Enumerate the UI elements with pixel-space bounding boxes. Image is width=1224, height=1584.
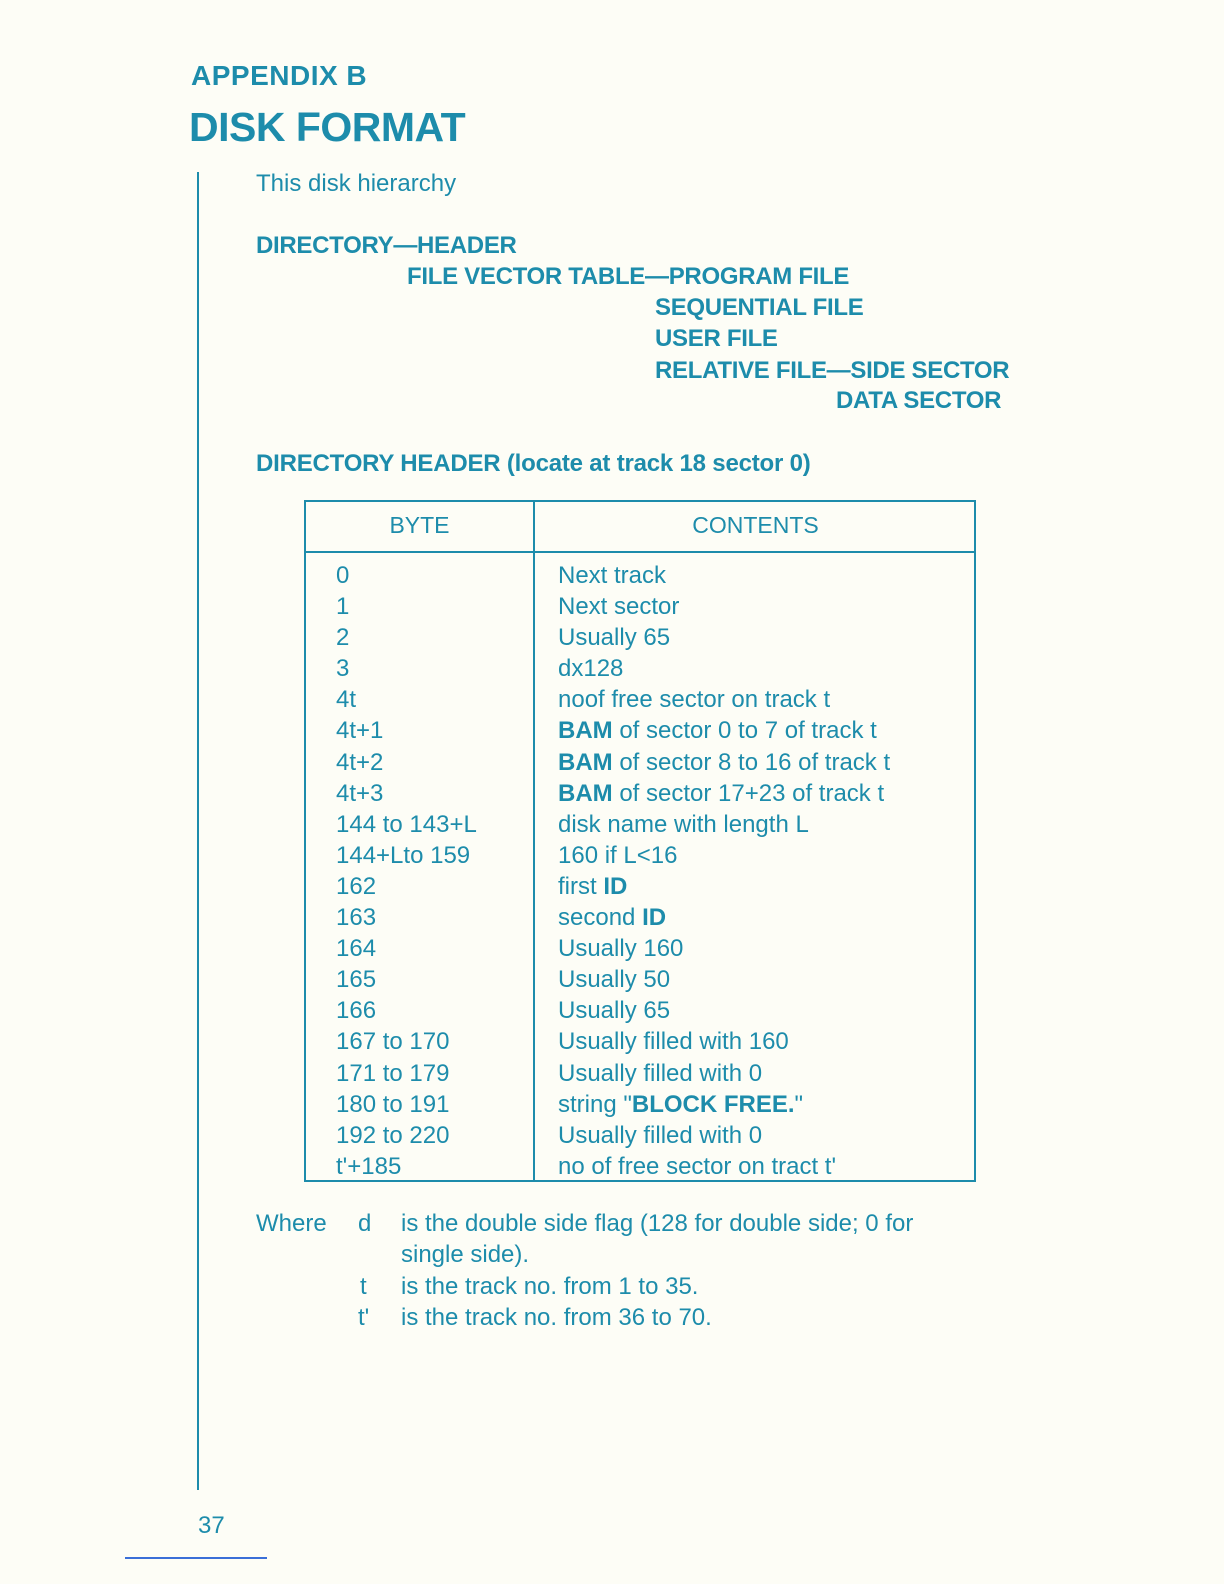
byte-cell: 0 [336,562,350,589]
table-row [306,1089,974,1120]
note-d-text-cont: single side). [401,1241,530,1268]
contents-post: of sector 17+23 of track t [612,779,885,807]
contents-pre: no of free sector on tract t' [558,1152,837,1180]
contents-cell [558,715,877,746]
contents-cell [558,622,670,653]
table-row [306,995,974,1026]
table-row [306,715,974,746]
contents-pre: noof free sector on track t [558,686,831,714]
contents-cell [558,964,670,995]
contents-cell [558,902,666,933]
table-body [306,560,974,1182]
header-divider [306,551,974,553]
byte-cell: 167 to 170 [336,1028,450,1056]
footer-rule [125,1557,267,1559]
table-row [306,622,974,653]
contents-pre: first [558,872,604,900]
column-header-byte: BYTE [389,512,450,538]
contents-cell [558,840,677,871]
contents-pre: string " [558,1090,632,1118]
contents-cell [558,653,623,684]
contents-bold: ID [642,904,667,932]
contents-cell [558,1151,836,1182]
page-title: DISK FORMAT [189,104,466,150]
contents-cell [558,1089,803,1120]
contents-pre: Usually 160 [558,935,684,963]
contents-pre: second [558,904,643,932]
byte-cell: 144+Lto 159 [336,841,471,869]
column-header-contents: CONTENTS [692,512,819,538]
note-tprime-symbol: t' [358,1304,370,1331]
table-row [306,560,974,591]
byte-cell: 180 to 191 [336,1090,450,1118]
contents-bold: ID [603,872,628,900]
byte-cell: 4t+2 [336,748,384,776]
table-row [306,653,974,684]
byte-cell: t'+185 [336,1152,402,1180]
contents-post: of sector 8 to 16 of track t [612,748,891,776]
margin-rule [197,172,199,1490]
note-t-symbol: t [360,1273,367,1300]
table-row [306,840,974,871]
contents-post: of sector 0 to 7 of track t [612,717,877,745]
hierarchy-directory: DIRECTORY—HEADER [256,232,517,259]
table-row [306,1026,974,1057]
contents-bold: BAM [558,779,613,807]
byte-cell: 4t+1 [336,717,384,745]
byte-cell: 3 [336,655,350,683]
byte-cell: 163 [336,904,377,932]
contents-cell [558,591,679,622]
contents-pre: Usually filled with 0 [558,1059,763,1087]
contents-cell [558,995,670,1026]
note-d-text: is the double side flag (128 for double side; 0 for [401,1210,914,1237]
byte-cell: 166 [336,997,377,1025]
table-row [306,747,974,778]
table-row [306,933,974,964]
byte-cell: 1 [336,593,350,621]
table-row [306,809,974,840]
table-row [306,591,974,622]
byte-cell: 165 [336,966,377,994]
hierarchy-data-sector: DATA SECTOR [836,387,1002,414]
contents-cell [558,684,830,715]
table-row [306,778,974,809]
byte-cell: 192 to 220 [336,1121,450,1149]
note-tprime-text: is the track no. from 36 to 70. [401,1304,712,1331]
note-d-symbol: d [358,1210,372,1237]
table-row [306,902,974,933]
contents-pre: dx128 [558,655,624,683]
byte-cell: 4t+3 [336,779,384,807]
contents-pre: Usually 65 [558,624,671,652]
page-number: 37 [198,1512,225,1539]
contents-pre: Next sector [558,593,680,621]
hierarchy-file-vector: FILE VECTOR TABLE—PROGRAM FILE [407,263,850,290]
directory-header-table [304,500,976,1182]
contents-cell [558,1120,762,1151]
contents-pre: 160 if L<16 [558,841,678,869]
table-row [306,1058,974,1089]
table-row [306,684,974,715]
note-where: Where [256,1210,327,1237]
contents-pre: disk name with length L [558,810,809,838]
table-row [306,1120,974,1151]
contents-pre: Next track [558,562,667,589]
contents-pre: Usually 65 [558,997,671,1025]
contents-bold: BAM [558,748,613,776]
contents-post: " [794,1090,804,1118]
contents-cell [558,809,809,840]
byte-cell: 171 to 179 [336,1059,450,1087]
table-row [306,871,974,902]
byte-cell: 144 to 143+L [336,810,477,838]
table-row [306,964,974,995]
hierarchy-sequential: SEQUENTIAL FILE [655,294,864,321]
note-t-text: is the track no. from 1 to 35. [401,1273,699,1300]
intro-text: This disk hierarchy [256,170,457,197]
contents-pre: Usually 50 [558,966,671,994]
appendix-label: APPENDIX B [191,60,368,91]
hierarchy-user: USER FILE [655,325,778,352]
hierarchy-relative: RELATIVE FILE—SIDE SECTOR [655,357,1010,384]
contents-cell [558,933,683,964]
contents-cell [558,778,884,809]
byte-cell: 162 [336,872,377,900]
byte-cell: 4t [336,686,357,714]
contents-pre: Usually filled with 0 [558,1121,763,1149]
section-title: DIRECTORY HEADER (locate at track 18 sector 0) [256,450,811,477]
contents-bold: BLOCK FREE. [631,1090,795,1118]
contents-cell [558,1026,789,1057]
byte-cell: 2 [336,624,350,652]
contents-cell [558,560,666,591]
contents-pre: Usually filled with 160 [558,1028,789,1056]
byte-cell: 164 [336,935,377,963]
table-row [306,1151,974,1182]
contents-cell [558,1058,762,1089]
contents-cell [558,747,890,778]
contents-bold: BAM [558,717,613,745]
contents-cell [558,871,627,902]
